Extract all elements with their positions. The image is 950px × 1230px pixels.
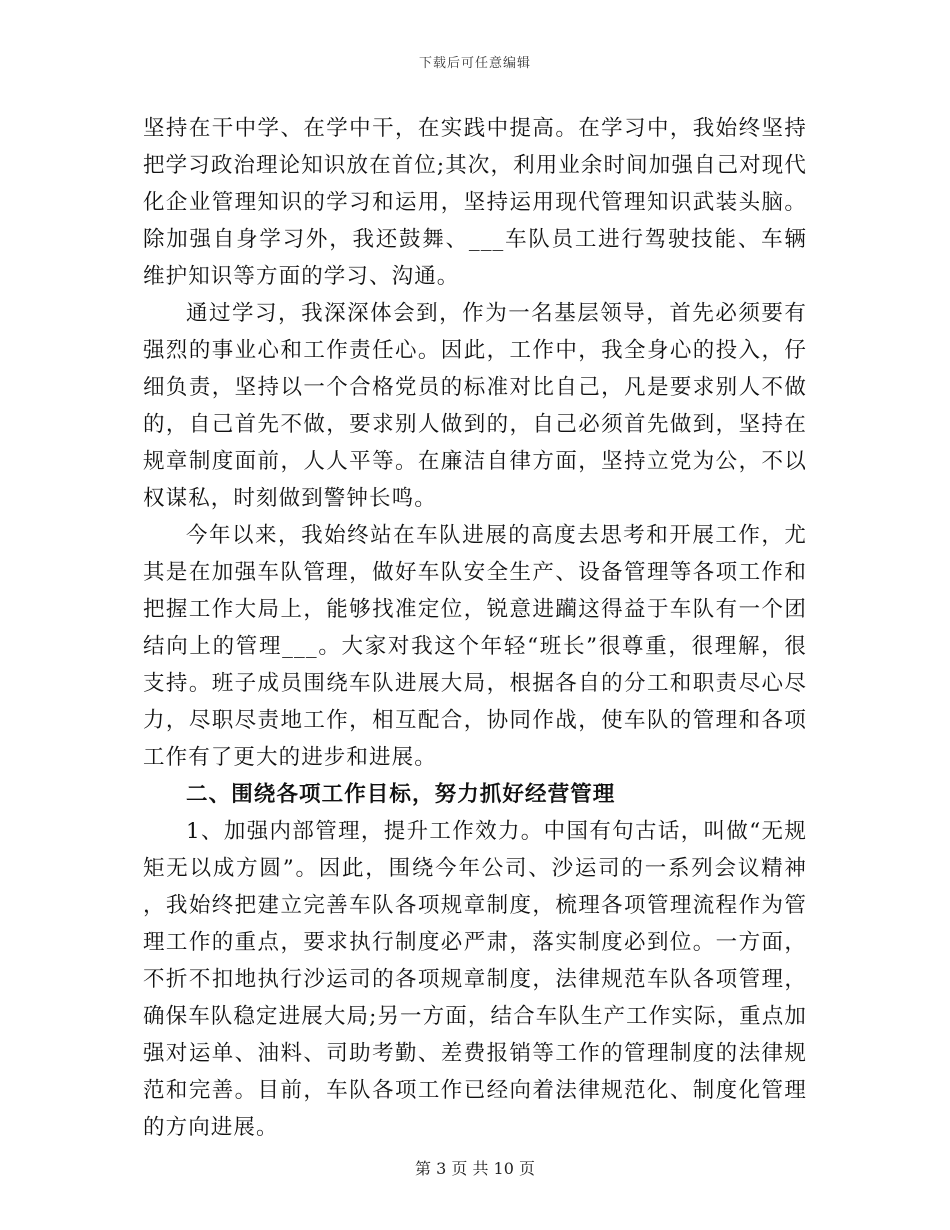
document-body	[143, 110, 807, 1146]
page-header: 下载后可任意编辑	[418, 56, 531, 71]
paragraph-continued: 坚持在干中学、在学中干，在实践中提高。在学习中，我始终坚持把学习政治理论知识放在首位;其次，利用业余时间加强自己对现代化企业管理知识的学习和运用，坚持运用现代管理知识武装头脑。除加强自身学习外，我还鼓舞、___车队员工进行驾驶技能、车辆维护知识等方面的学习、沟通。	[143, 116, 807, 289]
paragraph-this-year: 今年以来，我始终站在车队进展的高度去思考和开展工作，尤其是在加强车队管理，做好车队安全生产、设备管理等各项工作和把握工作大局上，能够找准定位，锐意进躏这得益于车队有一个团结向上的管理___。大家对我这个年轻“班长”很尊重，很理解，很支持。班子成员围绕车队进展大局，根据各自的分工和职责尽心尽力，尽职尽责地工作，相互配合，协同作战，使车队的管理和各项工作有了更大的进步和进展。	[143, 523, 807, 770]
page-number: 第 3 页 共 10 页	[415, 1159, 535, 1178]
section-heading: 二、围绕各项工作目标，努力抓好经营管理	[186, 782, 616, 807]
paragraph-internal-management: 1、加强内部管理，提升工作效力。中国有句古话，叫做“无规矩无以成方圆”。因此，围绕今年公司、沙运司的一系列会议精神，我始终把建立完善车队各项规章制度，梳理各项管理流程作为管理工作的重点，要求执行制度必严肃，落实制度必到位。一方面，不折不扣地执行沙运司的各项规章制度，法律规范车队各项管理，确保车队稳定进展大局;另一方面，结合车队生产工作实际，重点加强对运单、油料、司助考勤、差费报销等工作的管理制度的法律规范和完善。目前，车队各项工作已经向着法律规范化、制度化管理的方向进展。	[143, 819, 807, 1140]
paragraph-study: 通过学习，我深深体会到，作为一名基层领导，首先必须要有强烈的事业心和工作责任心。因此，工作中，我全身心的投入，仔细负责，坚持以一个合格党员的标准对比自己，凡是要求别人不做的，自己首先不做，要求别人做到的，自己必须首先做到，坚持在规章制度面前，人人平等。在廉洁自律方面，坚持立党为公，不以权谋私，时刻做到警钟长鸣。	[143, 301, 807, 511]
